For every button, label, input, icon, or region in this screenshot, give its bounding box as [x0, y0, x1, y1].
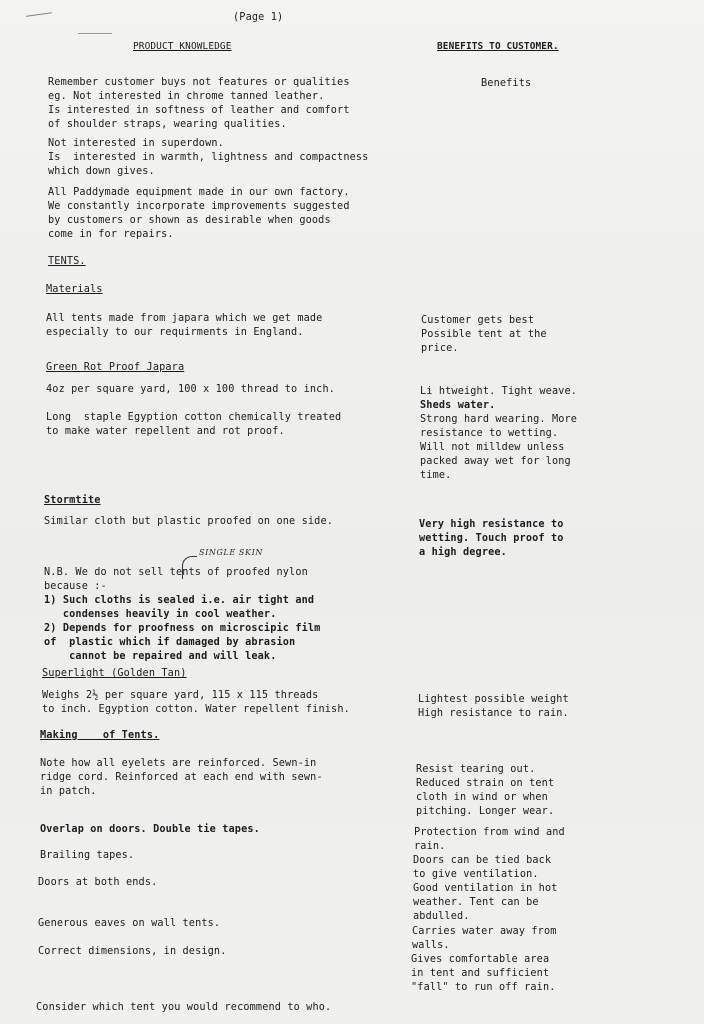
benefit-line: Sheds water.	[420, 400, 496, 411]
text-line: condenses heavily in cool weather.	[44, 609, 277, 620]
text-line: by customers or shown as desirable when goods	[48, 215, 331, 226]
text-line: cannot be repaired and will leak.	[44, 651, 277, 662]
benefit-line: Gives comfortable area	[411, 954, 550, 965]
text-line: Weighs 2½ per square yard, 115 x 115 threads	[42, 690, 319, 701]
benefit-line: Protection from wind and	[414, 827, 565, 838]
benefit-line: cloth in wind or when	[416, 792, 548, 803]
text-line: We constantly incorporate improvements suggested	[48, 201, 350, 212]
benefits-header: BENEFITS TO CUSTOMER.	[437, 41, 559, 52]
text-line: which down gives.	[48, 166, 155, 177]
text-line: All Paddymade equipment made in our own factory.	[48, 187, 350, 198]
benefit-line: to give ventilation.	[413, 869, 539, 880]
text-line: Is interested in warmth, lightness and compactness	[48, 152, 369, 163]
benefit-line: Lightest possible weight	[418, 694, 569, 705]
green-japara-heading: Green Rot Proof Japara	[46, 362, 185, 373]
text-line: Correct dimensions, in design.	[38, 946, 227, 957]
text-line: eg. Not interested in chrome tanned leather.	[48, 91, 325, 102]
text-line: Long staple Egyption cotton chemically treated	[46, 412, 342, 423]
benefit-line: wetting. Touch proof to	[419, 533, 564, 544]
text-line: because :-	[44, 581, 107, 592]
benefit-line: pitching. Longer wear.	[416, 806, 555, 817]
tents-heading: TENTS.	[48, 256, 86, 267]
text-line: N.B. We do not sell tents of proofed nylon	[44, 567, 308, 578]
benefit-line: weather. Tent can be	[413, 897, 539, 908]
benefit-line: walls.	[412, 940, 450, 951]
benefit-line: Will not milldew unless	[420, 442, 565, 453]
benefit-line: Strong hard wearing. More	[420, 414, 578, 425]
text-line: especially to our requirments in England.	[46, 327, 304, 338]
text-line: Brailing tapes.	[40, 850, 135, 861]
benefit-line: "fall" to run off rain.	[411, 982, 556, 993]
benefit-line: High resistance to rain.	[418, 708, 569, 719]
text-line: Note how all eyelets are reinforced. Sewn-in	[40, 758, 317, 769]
stormtite-heading: Stormtite	[44, 495, 101, 506]
benefit-line: Very high resistance to	[419, 519, 564, 530]
superlight-heading: Superlight (Golden Tan)	[42, 668, 187, 679]
benefit-line: a high degree.	[419, 547, 507, 558]
stray-pen-mark	[26, 12, 52, 17]
text-line: Overlap on doors. Double tie tapes.	[40, 824, 260, 835]
benefit-line: abdulled.	[413, 911, 470, 922]
text-line: 4oz per square yard, 100 x 100 thread to inch.	[46, 384, 336, 395]
benefit-line: time.	[420, 470, 452, 481]
text-line: come in for repairs.	[48, 229, 174, 240]
text-line: to inch. Egyption cotton. Water repellent finish.	[42, 704, 350, 715]
text-line: of shoulder straps, wearing qualities.	[48, 119, 287, 130]
text-line: Generous eaves on wall tents.	[38, 918, 221, 929]
benefit-line: price.	[421, 343, 459, 354]
benefit-line: Good ventilation in hot	[413, 883, 558, 894]
text-line: Similar cloth but plastic proofed on one side.	[44, 516, 334, 527]
benefit-line: Resist tearing out.	[416, 764, 536, 775]
text-line: 1) Such cloths is sealed i.e. air tight and	[44, 595, 315, 606]
benefit-line: resistance to wetting.	[420, 428, 559, 439]
text-line: 2) Depends for proofness on microscipic film	[44, 623, 321, 634]
text-line: Remember customer buys not features or qualities	[48, 77, 350, 88]
text-line: in patch.	[40, 786, 97, 797]
text-line: Is interested in softness of leather and comfort	[48, 105, 350, 116]
text-line: Not interested in superdown.	[48, 138, 224, 149]
page-number: (Page 1)	[233, 12, 284, 23]
making-of-tents-heading: Making of Tents.	[40, 730, 160, 741]
benefits-label: Benefits	[481, 78, 532, 89]
text-line: ridge cord. Reinforced at each end with sewn-	[40, 772, 323, 783]
benefit-line: Possible tent at the	[421, 329, 547, 340]
stray-pen-mark	[78, 33, 112, 34]
benefit-line: Reduced strain on tent	[416, 778, 555, 789]
product-knowledge-header: PRODUCT KNOWLEDGE	[133, 41, 232, 52]
materials-heading: Materials	[46, 284, 103, 295]
text-line: Doors at both ends.	[38, 877, 158, 888]
text-line: All tents made from japara which we get made	[46, 313, 323, 324]
benefit-line: Carries water away from	[412, 926, 557, 937]
closing-line: Consider which tent you would recommend to who.	[36, 1002, 332, 1013]
benefit-line: Customer gets best	[421, 315, 535, 326]
benefit-line: in tent and sufficient	[411, 968, 550, 979]
benefit-line: Li htweight. Tight weave.	[420, 386, 578, 397]
benefit-line: rain.	[414, 841, 446, 852]
text-line: of plastic which if damaged by abrasion	[44, 637, 296, 648]
benefit-line: packed away wet for long	[420, 456, 571, 467]
benefit-line: Doors can be tied back	[413, 855, 552, 866]
handwritten-insert: SINGLE SKIN	[199, 548, 263, 557]
text-line: to make water repellent and rot proof.	[46, 426, 285, 437]
